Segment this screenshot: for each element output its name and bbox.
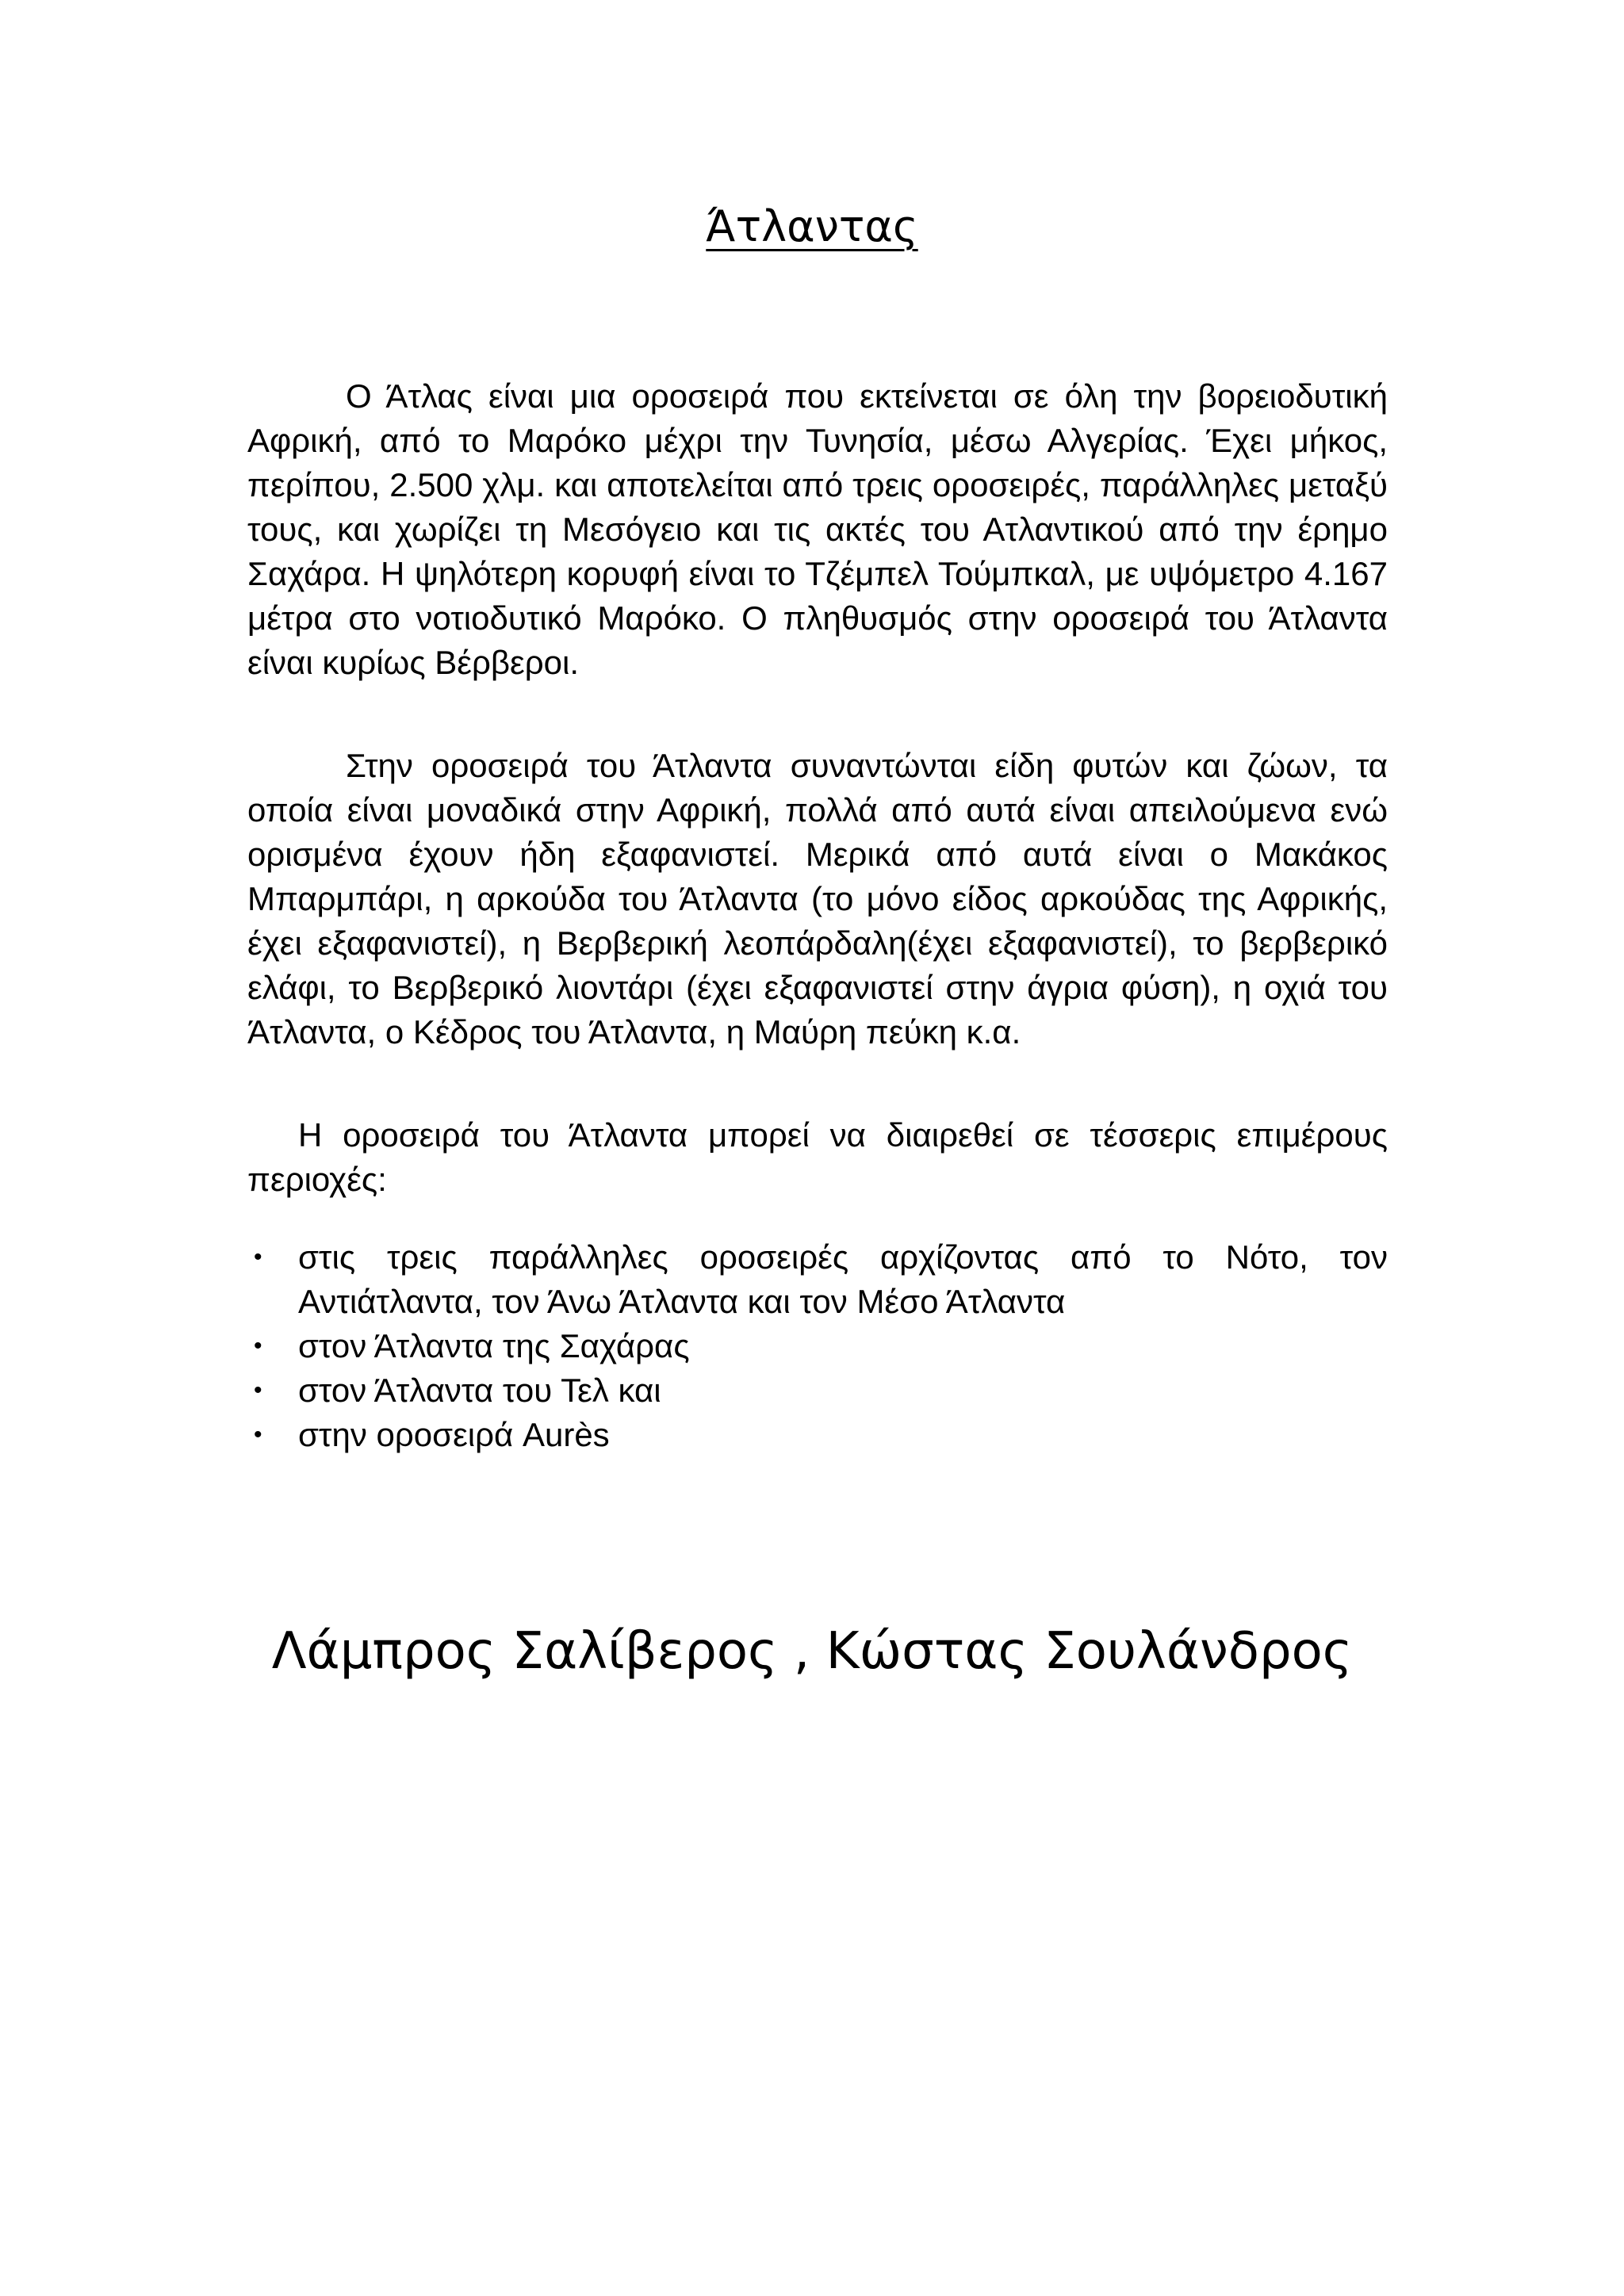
paragraph-regions-intro: Η οροσειρά του Άτλαντα μπορεί να διαιρεθεί σε τέσσερις επιμέρους περιοχές:	[247, 1116, 1388, 1198]
list-item-text: στις τρεις παράλληλες οροσειρές αρχίζοντας από το Νότο, τον Αντιάτλαντα, τον Άνω Άτλαντα και τον Μέσο Άτλαντα	[298, 1238, 1388, 1320]
list-item	[247, 1413, 1388, 1457]
document-title	[0, 195, 1624, 258]
list-item	[247, 1235, 1388, 1324]
regions-list	[247, 1235, 1388, 1457]
list-item	[247, 1324, 1388, 1368]
paragraph-flora-fauna: Στην οροσειρά του Άτλαντα συναντώνται είδη φυτών και ζώων, τα οποία είναι μοναδικά στην Αφρική, πολλά από αυτά είναι απειλούμενα ενώ ορισμένα έχουν ήδη εξαφανιστεί. Μερικά από αυτά είναι ο Μακάκος Μπαρμπάρι, η αρκούδα του Άτλαντα (το μόνο είδος αρκούδας της Αφρικής, έχει εξαφανιστεί), η Βερβερική λεοπάρδαλη(έχει εξαφανιστεί), το βερβερικό ελάφι, το Βερβερικό λιοντάρι (έχει εξαφανιστεί στην άγρια φύση), η οχιά του Άτλαντα, ο Κέδρος του Άτλαντα, η Μαύρη πεύκη κ.α.	[247, 747, 1388, 1050]
list-item	[247, 1368, 1388, 1413]
bullet-icon: •	[254, 1377, 262, 1403]
list-item-text: στον Άτλαντα του Τελ και	[298, 1372, 661, 1409]
document-authors: Λάμπρος Σαλίβερος , Κώστας Σουλάνδρος	[271, 1622, 1353, 1681]
paragraph-intro: Ο Άτλας είναι μια οροσειρά που εκτείνεται σε όλη την βορειοδυτική Αφρική, από το Μαρόκο μέχρι την Τυνησία, μέσω Αλγερίας. Έχει μήκος, περίπου, 2.500 χλμ. και αποτελείται από τρεις οροσειρές, παράλληλες μεταξύ τους, και χωρίζει τη Μεσόγειο και τις ακτές του Ατλαντικού από την έρημο Σαχάρα. Η ψηλότερη κορυφή είναι το Τζέμπελ Τούμπκαλ, με υψόμετρο 4.167 μέτρα στο νοτιοδυτικό Μαρόκο. Ο πληθυσμός στην οροσειρά του Άτλαντα είναι κυρίως Βέρβεροι.	[247, 377, 1388, 681]
list-item-text: στον Άτλαντα της Σαχάρας	[298, 1327, 690, 1364]
list-item-text: στην οροσειρά Aurès	[298, 1416, 610, 1453]
bullet-icon: •	[254, 1244, 262, 1270]
document-title-text: Άτλαντας	[706, 201, 918, 251]
bullet-icon: •	[254, 1333, 262, 1359]
bullet-icon: •	[254, 1422, 262, 1448]
